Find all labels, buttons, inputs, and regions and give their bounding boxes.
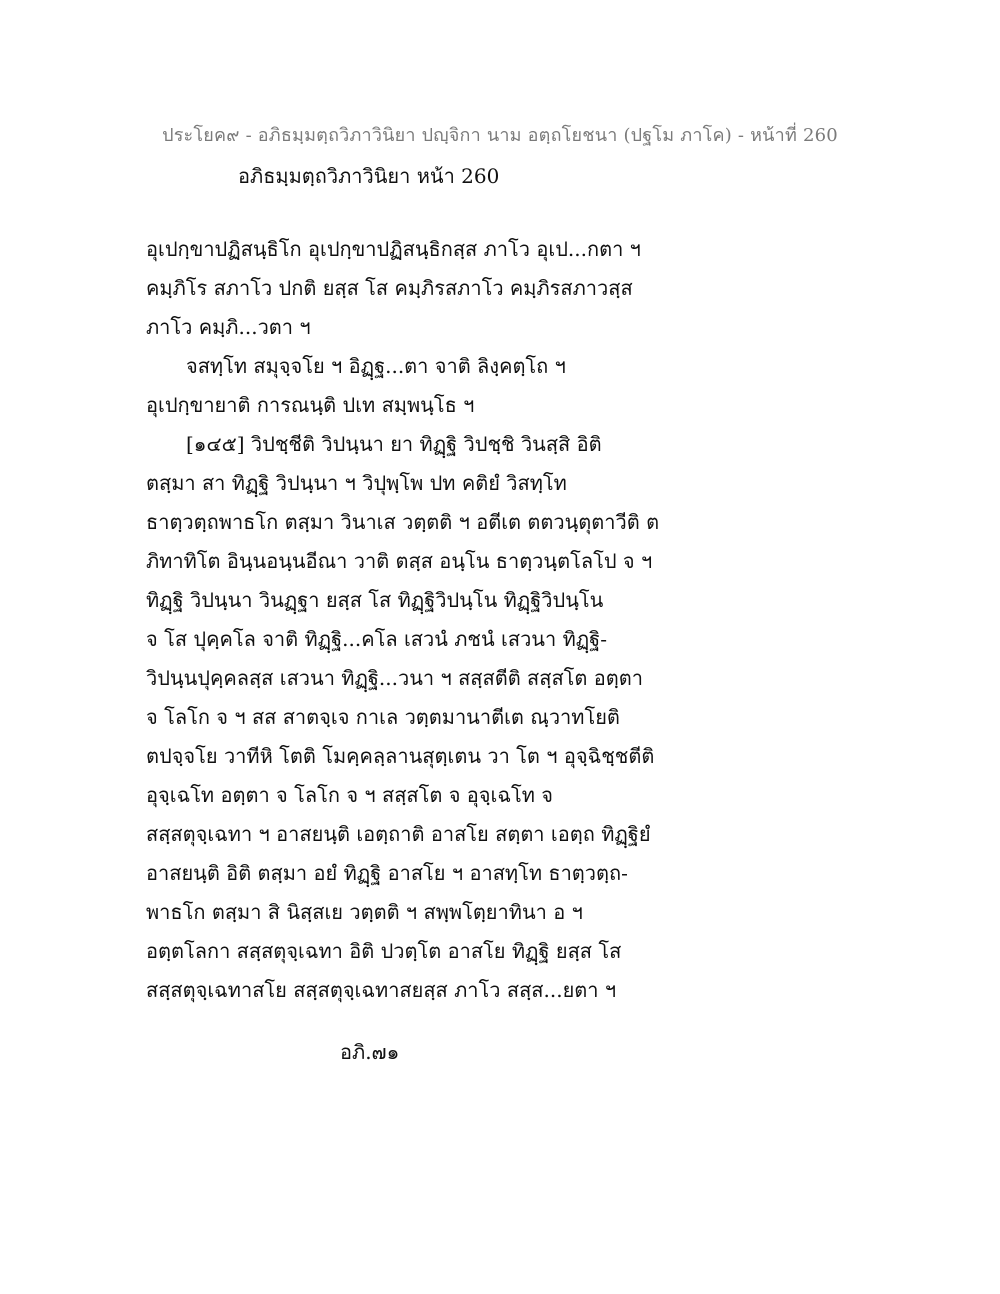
text-line: อุเปกฺขาปฏิสนฺธิโก อุเปกฺขาปฏิสนฺธิกสฺส ภาโว อุเป...กตา ฯ [146, 237, 641, 261]
text-line: ตปจฺจโย วาทีหิ โตติ โมคฺคลฺลานสุตฺเตน วา โต ฯ อุจฺฉิชฺชตีติ [146, 744, 655, 768]
text-line: จสทฺโท สมุจฺจโย ฯ อิฏฺฐ...ตา จาติ ลิงฺคตฺโถ ฯ [186, 354, 566, 378]
text-line: อุจฺเฉโท อตฺตา จ โลโก จ ฯ สสฺสโต จ อุจฺเฉโท จ [146, 783, 553, 807]
text-line: จ โส ปุคฺคโล จาติ ทิฏฺฐิ...คโล เสวนํ ภชนํ เสวนา ทิฏฺฐิ- [146, 627, 607, 651]
body-text [146, 230, 666, 1010]
text-line: สสฺสตุจฺเฉทาสโย สสฺสตุจฺเฉทาสยสฺส ภาโว สสฺส...ยตา ฯ [146, 978, 617, 1002]
text-line: อุเปกฺขายาติ การณนฺติ ปเท สมฺพนฺโธ ฯ [146, 393, 475, 417]
text-line: ทิฏฺฐิ วิปนฺนา วินฏฺฐา ยสฺส โส ทิฏฺฐิวิปนฺโน ทิฏฺฐิวิปนฺโน [146, 588, 604, 612]
text-line: ธาตฺวตฺถพาธโก ตสฺมา วินาเส วตฺตติ ฯ อตีเต ตตวนฺตุตาวีติ ต [146, 510, 660, 534]
text-line: อตฺตโลกา สสฺสตุจฺเฉทา อิติ ปวตฺโต อาสโย ทิฏฺฐิ ยสฺส โส [146, 939, 622, 963]
text-line: ภิทาทิโต อินฺนอนฺนอีณา วาติ ตสฺส อนฺโน ธาตฺวนฺตโลโป จ ฯ [146, 549, 653, 573]
text-line: ภาโว คมฺภิ...วตา ฯ [146, 315, 311, 339]
running-header: ประโยค๙ - อภิธมฺมตฺถวิภาวินิยา ปญฺจิกา นาม อตฺถโยชนา (ปฐโม ภาโค) - หน้าที่ 260 [162, 125, 838, 146]
text-line: สสฺสตุจฺเฉทา ฯ อาสยนฺติ เอตฺถาติ อาสโย สตฺตา เอตฺถ ทิฏฺฐิยํ [146, 822, 651, 846]
text-line: คมฺภิโร สภาโว ปกติ ยสฺส โส คมฺภิรสภาโว คมฺภิรสภาวสฺส [146, 276, 633, 300]
text-line: วิปนฺนปุคฺคลสฺส เสวนา ทิฏฺฐิ...วนา ฯ สสฺสตีติ สสฺสโต อตฺตา [146, 666, 643, 690]
text-line: [๑๔๕] วิปชฺชีติ วิปนฺนา ยา ทิฏฺฐิ วิปชฺชิ วินสฺสิ อิติ [186, 432, 602, 456]
text-line: อาสยนฺติ อิติ ตสฺมา อยํ ทิฏฺฐิ อาสโย ฯ อาสทฺโท ธาตฺวตฺถ- [146, 861, 628, 885]
page-subtitle: อภิธมฺมตฺถวิภาวินิยา หน้า 260 [238, 164, 500, 188]
footer-reference: อภิ.๗๑ [340, 1040, 400, 1064]
text-line: จ โลโก จ ฯ สส สาตจฺเจ กาเล วตฺตมานาตีเต ณฺวาทโยติ [146, 705, 620, 729]
text-line: ตสฺมา สา ทิฏฺฐิ วิปนฺนา ฯ วิปุพฺโพ ปท คติยํ วิสทฺโท [146, 471, 567, 495]
text-line: พาธโก ตสฺมา สิ นิสฺสเย วตฺตติ ฯ สพฺพโตฺยาทินา อ ฯ [146, 900, 583, 924]
